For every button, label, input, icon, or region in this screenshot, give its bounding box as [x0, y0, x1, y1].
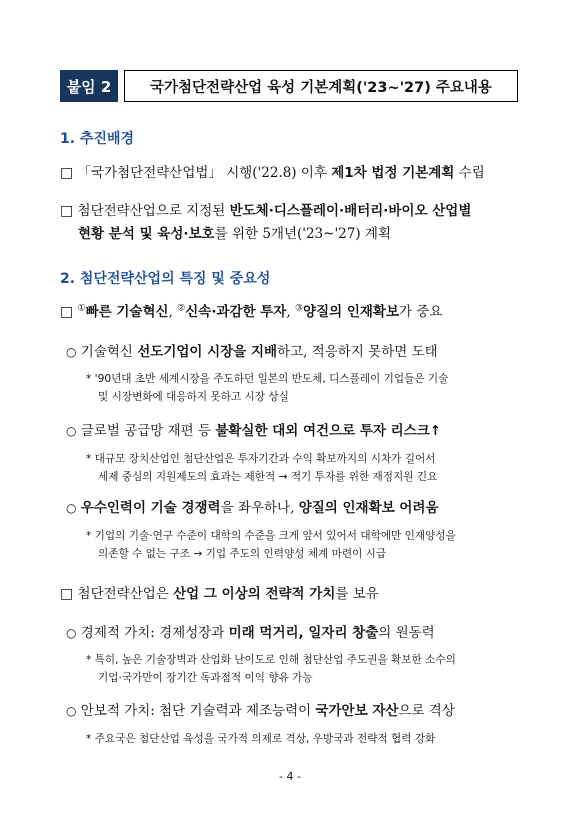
circle-bullet: ○: [66, 345, 77, 359]
attachment-badge: 붙임 2: [60, 70, 118, 102]
separator: ,: [168, 304, 178, 320]
note-4-line-2: 기업·국가만이 장기간 독과점적 이익 향유 가능: [98, 672, 313, 684]
circled-number: ③: [294, 303, 304, 314]
separator: ,: [286, 304, 295, 320]
emphasis-text: 신속·과감한 투자: [185, 304, 287, 320]
document-title: 국가첨단전략산업 육성 기본계획('23~'27) 주요내용: [124, 70, 518, 102]
text-part: 의 원동력: [378, 625, 435, 641]
note-text: '90년대 초반 세계시장을 주도하던 일본의 반도체, 디스플레이 기업들은 기술: [94, 373, 449, 385]
paragraph-law-enforcement: [60, 161, 485, 181]
note-2-line-1: [86, 451, 435, 466]
asterisk-mark: *: [86, 373, 92, 385]
emphasis-text: 선도기업이 시장을 지배: [137, 344, 278, 360]
square-bullet: □: [60, 203, 74, 219]
paragraph-strategic-value: [60, 582, 379, 602]
square-bullet: □: [60, 586, 74, 602]
text-part: 기술혁신: [80, 344, 138, 360]
text-part: 를 보유: [335, 586, 379, 602]
circled-number: ②: [177, 303, 186, 314]
emphasis-text: 현황 분석 및 육성·보호: [78, 226, 215, 242]
note-2-line-2: 세제 중심의 지원제도의 효과는 제한적 → 적기 투자를 위한 재정지원 긴요: [98, 471, 438, 483]
item-talent: [66, 496, 439, 516]
note-text: 주요국은 첨단산업 육성을 국가적 의제로 격상, 우방국과 전략적 협력 강화: [94, 733, 436, 745]
asterisk-mark: *: [86, 530, 92, 542]
text-part: 하고, 적응하지 못하면 도태: [277, 344, 438, 360]
emphasis-text: 반도체·디스플레이·배터리·바이오 산업별: [229, 203, 472, 219]
text-part: 「국가첨단전략산업법」 시행('22.8) 이후: [77, 165, 332, 181]
emphasis-text: 제1차 법정 기본계획: [331, 165, 455, 181]
text-part: 안보적 가치: 첨단 기술력과 제조능력이: [80, 703, 316, 719]
paragraph-designated-industries-cont: [78, 222, 391, 242]
note-3-line-1: [86, 528, 456, 543]
emphasis-text: 불확실한 대외 여건으로 투자 리스크↑: [215, 423, 442, 439]
item-supply-chain: [66, 419, 441, 439]
note-5-line-1: [86, 731, 435, 746]
emphasis-text: 빠른 기술혁신: [85, 304, 169, 320]
circle-bullet: ○: [66, 704, 77, 718]
note-4-line-1: [86, 652, 456, 667]
note-text: 대규모 장치산업인 첨단산업은 투자기간과 수익 확보까지의 시차가 길어서: [94, 453, 436, 465]
emphasis-text: 양질의 인재확보 어려움: [298, 500, 439, 516]
paragraph-designated-industries: [60, 199, 471, 219]
asterisk-mark: *: [86, 733, 92, 745]
text-part: 를 위한 5개년('23~'27) 계획: [214, 226, 391, 242]
text-part: 글로벌 공급망 재편 등: [80, 423, 216, 439]
paragraph-key-factors: [60, 300, 442, 320]
asterisk-mark: *: [86, 453, 92, 465]
item-tech-innovation: [66, 340, 438, 360]
emphasis-text: 우수인력이 기술 경쟁력: [80, 500, 221, 516]
emphasis-text: 양질의 인재확보: [303, 304, 400, 320]
text-part: 으로 격상: [398, 703, 455, 719]
circle-bullet: ○: [66, 626, 77, 640]
text-part: 첨단전략산업은: [77, 586, 174, 602]
note-text: 기업의 기술·연구 수준이 대학의 수준을 크게 앞서 있어서 대학에만 인재양성을: [94, 530, 456, 542]
circle-bullet: ○: [66, 501, 77, 515]
note-1-line-2: 및 시장변화에 대응하지 못하고 시장 상실: [98, 391, 289, 403]
emphasis-text: 산업 그 이상의 전략적 가치: [173, 586, 336, 602]
section-title-1: 1. 추진배경: [60, 131, 135, 147]
note-text: 특히, 높은 기술장벽과 산업화 난이도로 인해 첨단산업 주도권을 확보한 소수의: [94, 654, 456, 666]
asterisk-mark: *: [86, 654, 92, 666]
circle-bullet: ○: [66, 424, 77, 438]
attachment-header: [60, 70, 518, 102]
text-part: 첨단전략산업으로 지정된: [77, 203, 230, 219]
page-number: - 4 -: [279, 770, 301, 783]
square-bullet: □: [60, 304, 74, 320]
section-title-2: 2. 첨단전략산업의 특징 및 중요성: [60, 271, 271, 287]
text-part: 가 중요: [399, 304, 443, 320]
circled-number: ①: [77, 303, 86, 314]
text-part: 경제적 가치: 경제성장과: [80, 625, 229, 641]
emphasis-text: 국가안보 자산: [315, 703, 399, 719]
emphasis-text: 미래 먹거리, 일자리 창출: [228, 625, 379, 641]
item-security-value: [66, 699, 455, 719]
item-economic-value: [66, 621, 435, 641]
text-part: 을 좌우하나,: [220, 500, 299, 516]
text-part: 수립: [454, 165, 485, 181]
note-3-line-2: 의존할 수 없는 구조 → 기업 주도의 인력양성 체계 마련이 시급: [98, 548, 387, 560]
note-1-line-1: [86, 371, 448, 386]
square-bullet: □: [60, 165, 74, 181]
